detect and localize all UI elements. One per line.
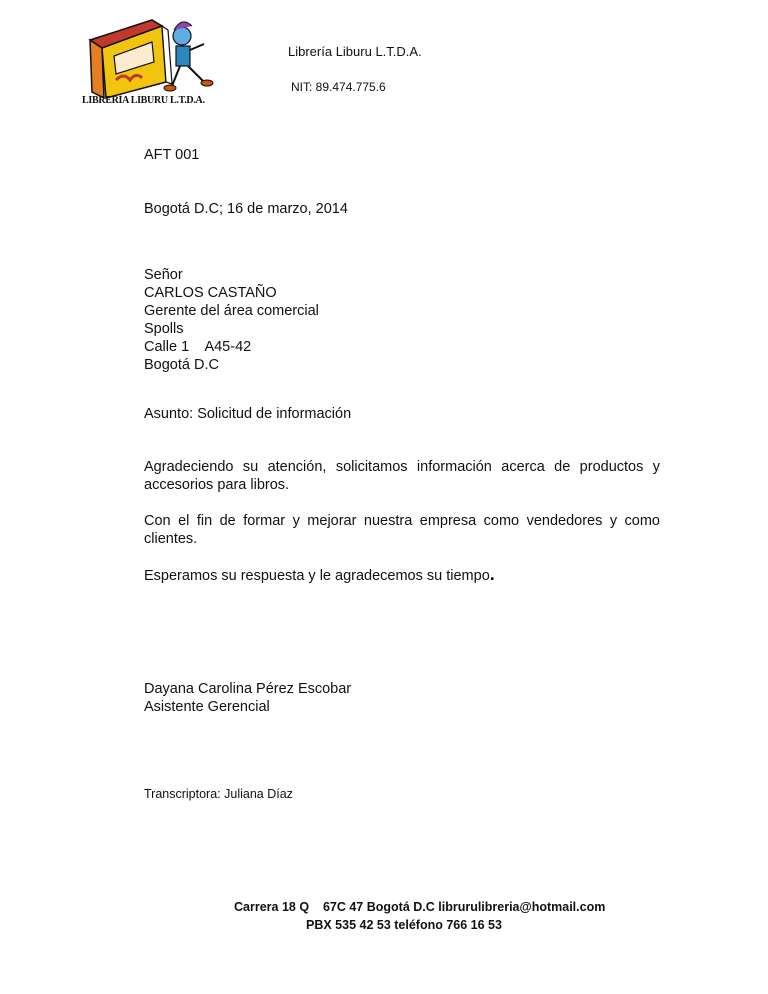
company-nit: NIT: 89.474.775.6	[291, 80, 386, 94]
footer-phone: PBX 535 42 53 teléfono 766 16 53	[306, 918, 502, 932]
signature-title: Asistente Gerencial	[144, 699, 270, 715]
closing-sentence: Esperamos su respuesta y le agradecemos su tiempo	[144, 568, 490, 584]
transcriber-line: Transcriptora: Juliana Díaz	[144, 787, 293, 801]
company-name: Librería Liburu L.T.D.A.	[288, 44, 422, 59]
signature-name: Dayana Carolina Pérez Escobar	[144, 681, 352, 697]
recipient-salutation: Señor	[144, 267, 183, 283]
body-paragraph-3	[144, 565, 495, 585]
logo-caption: LIBRERÍA LIBURU L.T.D.A.	[82, 95, 205, 106]
letter-date: Bogotá D.C; 16 de marzo, 2014	[144, 201, 348, 217]
footer-address: Carrera 18 Q 67C 47 Bogotá D.C librurulibreria@hotmail.com	[234, 900, 606, 914]
recipient-name: CARLOS CASTAÑO	[144, 285, 277, 301]
recipient-address: Calle 1 A45-42	[144, 339, 252, 355]
bookstore-logo	[82, 6, 222, 108]
reference-code: AFT 001	[144, 147, 200, 163]
body-paragraph-2: Con el fin de formar y mejorar nuestra empresa como vendedores y como clientes.	[144, 513, 660, 547]
closing-period: .	[489, 564, 495, 584]
recipient-position: Gerente del área comercial	[144, 303, 319, 319]
recipient-city: Bogotá D.C	[144, 357, 219, 373]
letter-subject: Asunto: Solicitud de información	[144, 406, 352, 422]
body-paragraph-1: Agradeciendo su atención, solicitamos información acerca de productos y accesorios para libros.	[144, 459, 660, 493]
recipient-company: Spolls	[144, 321, 184, 337]
